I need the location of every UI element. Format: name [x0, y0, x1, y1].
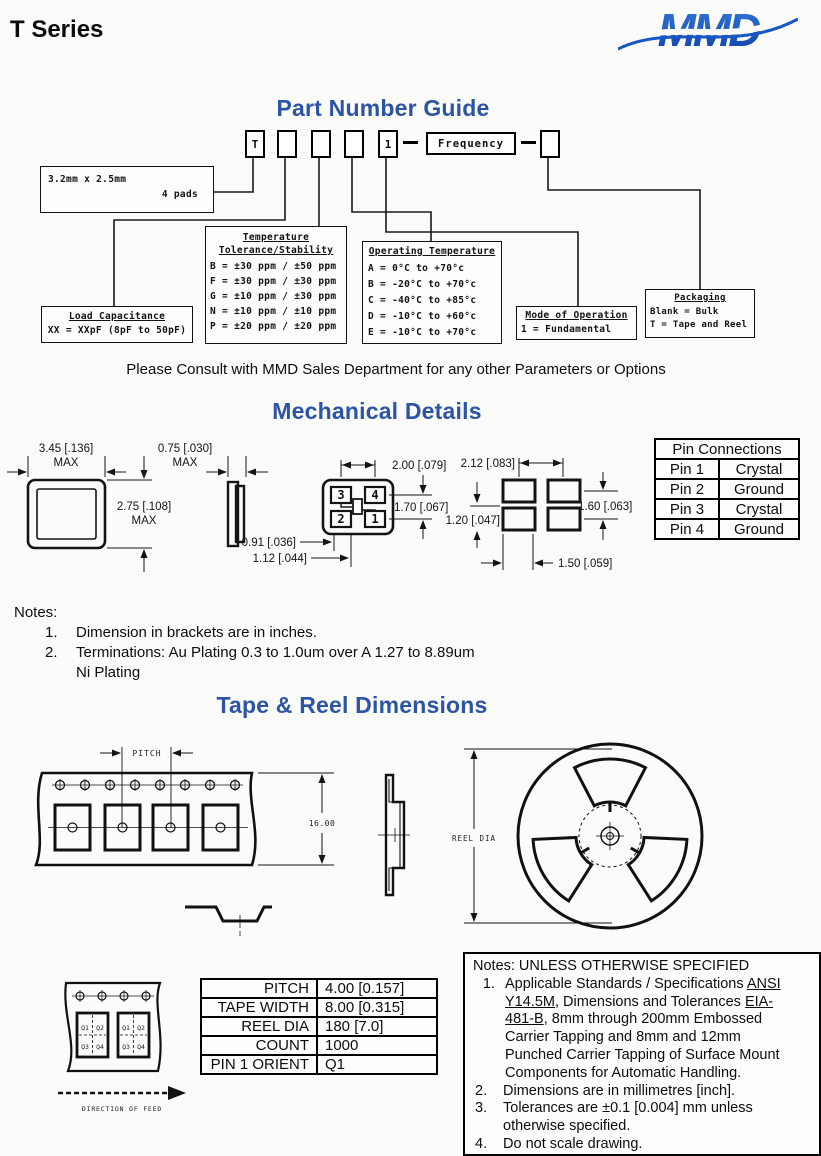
mechanical-drawings	[0, 430, 660, 602]
dim-body-thickness: 0.75 [.030]	[157, 443, 213, 455]
carrier-tape-drawing	[36, 747, 334, 937]
pn-load-capacitance-box: Load Capacitance XX = XXpF (8pF to 50pF)	[41, 306, 193, 343]
dim-land-height: 1.60 [.063]	[578, 501, 633, 513]
logo-text: MMD	[657, 5, 759, 56]
table-row: Pin 4 Ground	[655, 519, 799, 539]
pad-1-label: 1	[371, 512, 379, 526]
mech-top-view	[7, 456, 152, 572]
pitch-dim-label: PITCH	[132, 749, 162, 758]
list-item: 2. Terminations: Au Plating 0.3 to 1.0um over A 1.27 to 8.89um Ni Plating	[45, 644, 475, 681]
pin-connections-table	[654, 438, 800, 540]
feed-arrowhead	[168, 1086, 186, 1100]
page-title: T Series	[10, 16, 104, 43]
svg-text:Q3: Q3	[122, 1043, 130, 1051]
pn-dash-1	[403, 141, 418, 144]
dim-land-span: 2.12 [.083]	[460, 458, 515, 470]
svg-text:Q2: Q2	[137, 1024, 145, 1032]
svg-text:Q3: Q3	[81, 1043, 89, 1051]
svg-text:Q1: Q1	[81, 1024, 89, 1032]
mech-side-view	[206, 456, 351, 567]
section-heading-part-number-guide: Part Number Guide	[276, 95, 490, 121]
svg-text:Q1: Q1	[122, 1024, 130, 1032]
tape-reel-notes-box	[463, 952, 821, 1156]
table-row: Pin 3 Crystal	[655, 499, 799, 519]
dim-land-pitch-y: 1.20 [.047]	[445, 515, 500, 527]
direction-of-feed-label: DIRECTION OF FEED	[81, 1105, 163, 1113]
dim-body-height-max: MAX	[131, 515, 157, 527]
dim-pad-span: 2.00 [.079]	[392, 460, 447, 472]
pn-operating-temperature-box: Operating Temperature A = 0°C to +70°c B = -20°C to +70°c C = -40°C to +85°c D = -10°C to +60°c E = -10°C to +70°c	[362, 241, 502, 344]
section-heading-mechanical-details: Mechanical Details	[272, 398, 482, 424]
dim-body-thickness-max: MAX	[172, 457, 198, 469]
tape-reel-spec-table	[200, 978, 438, 1075]
dim-body-width-max: MAX	[53, 457, 79, 469]
pad-2-label: 2	[337, 512, 345, 526]
mechanical-notes-title: Notes:	[14, 604, 58, 621]
pn-box-1: T	[245, 130, 265, 158]
pn-mode-of-operation-box: Mode of Operation 1 = Fundamental	[516, 306, 637, 340]
list-item: 4. Do not scale drawing.	[475, 1135, 643, 1152]
dim-body-height: 2.75 [.108]	[116, 501, 172, 513]
dim-pad-pitch-y: 1.70 [.067]	[394, 502, 449, 514]
dim-pad-offset-1: 0.91 [.036]	[241, 537, 296, 549]
tape-reel-drawings	[0, 735, 821, 945]
consult-note: Please Consult with MMD Sales Department for any other Parameters or Options	[126, 361, 666, 378]
svg-text:Q2: Q2	[96, 1024, 104, 1032]
table-row: COUNT 1000	[201, 1036, 437, 1055]
list-item: 1. Applicable Standards / Specifications ANSI Y14.5M, Dimensions and Tolerances EIA-481-B, 8mm through 200mm Embossed Carrier Tapping and 8mm and 12mm Punched Carrier Tapping of Surface Mount Components for Automatic Handling.	[482, 975, 781, 1081]
pn-packaging-box: Packaging Blank = Bulk T = Tape and Reel	[645, 289, 755, 338]
table-row: Pin 2 Ground	[655, 479, 799, 499]
pn-dash-2	[521, 141, 536, 144]
list-item: 2. Dimensions are in millimetres [inch].	[475, 1082, 736, 1099]
pin-connections-title: Pin Connections	[655, 439, 799, 459]
pn-frequency-box: Frequency	[426, 132, 516, 155]
tape-reel-notes-title: Notes: UNLESS OTHERWISE SPECIFIED	[473, 958, 750, 974]
pn-temperature-box: Temperature Tolerance/Stability B = ±30 ppm / ±50 ppm F = ±30 ppm / ±30 ppm G = ±10 ppm / ±30 ppm N = ±10 ppm / ±10 ppm P = ±20 ppm / ±20 ppm	[205, 226, 347, 344]
mechanical-notes	[14, 603, 494, 683]
dim-body-width: 3.45 [.136]	[38, 443, 94, 455]
mech-land-pattern	[470, 458, 618, 570]
table-row: PIN 1 ORIENT Q1	[201, 1055, 437, 1074]
svg-text:Q4: Q4	[137, 1043, 145, 1051]
list-item: 3. Tolerances are ±0.1 [0.004] mm unless otherwise specified.	[475, 1100, 753, 1135]
pn-box-4	[344, 130, 364, 158]
pn-box-3	[311, 130, 331, 158]
pn-box-5: 1	[378, 130, 398, 158]
pad-3-label: 3	[337, 488, 345, 502]
table-row: PITCH 4.00 [0.157]	[201, 979, 437, 998]
table-row: TAPE WIDTH 8.00 [0.315]	[201, 998, 437, 1017]
table-row: REEL DIA 180 [7.0]	[201, 1017, 437, 1036]
pocket-orientation-drawing	[40, 975, 220, 1125]
tape-width-dim-label: 16.00	[308, 819, 336, 828]
pn-size-box: 3.2mm x 2.5mm 4 pads	[40, 166, 214, 213]
reel-dia-label: REEL DIA	[451, 834, 497, 843]
svg-text:Q4: Q4	[96, 1043, 104, 1051]
dim-land-width: 1.50 [.059]	[558, 558, 613, 570]
tape-side-profile	[378, 775, 410, 895]
dim-pad-offset-2: 1.12 [.044]	[252, 553, 307, 565]
pn-box-6	[540, 130, 560, 158]
table-row: Pin 1 Crystal	[655, 459, 799, 479]
pad-4-label: 4	[371, 488, 379, 502]
pn-box-2	[277, 130, 297, 158]
section-heading-tape-reel: Tape & Reel Dimensions	[216, 692, 488, 718]
list-item: 1. Dimension in brackets are in inches.	[45, 624, 317, 641]
